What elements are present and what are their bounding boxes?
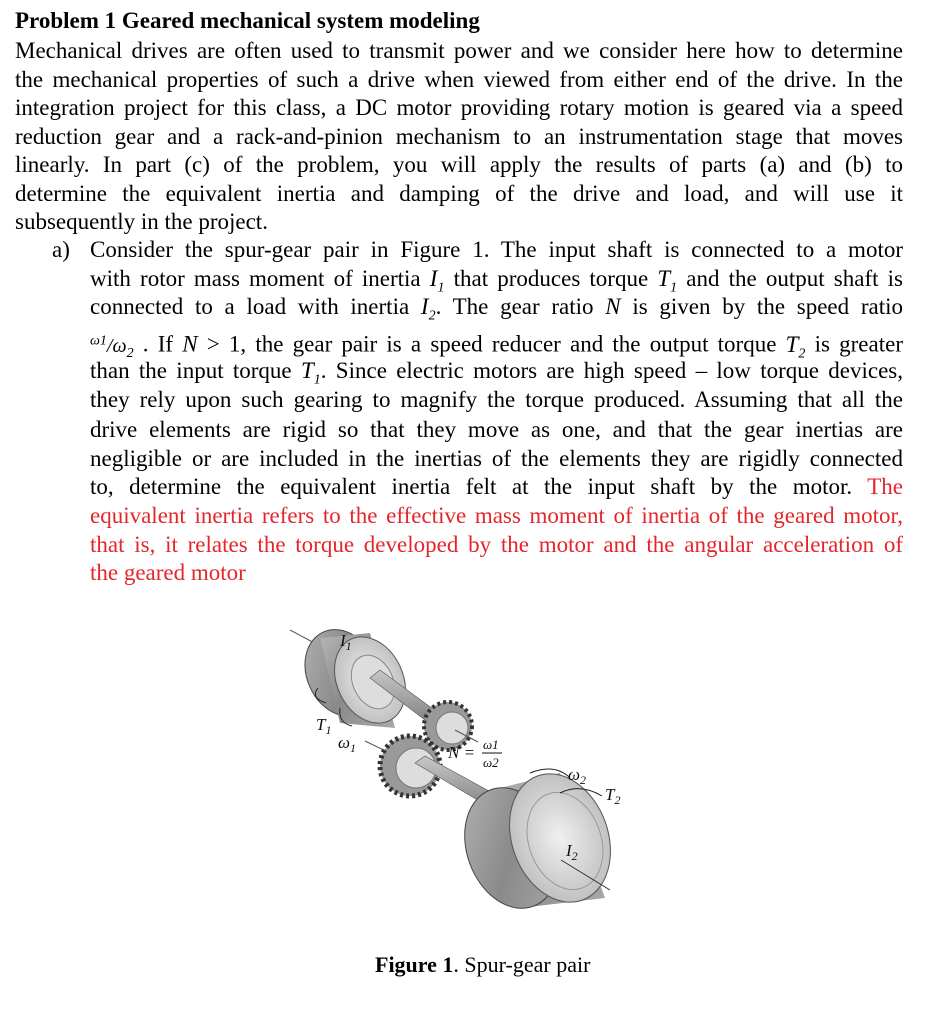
text-run: with rotor mass moment of inertia (90, 266, 430, 291)
text-run: they rely upon such gearing to magnify the torque produced. Assuming that all the (90, 387, 903, 412)
text-run: . The gear ratio (435, 294, 606, 319)
caption-label: Figure 1 (375, 952, 454, 977)
math-variable: $T_2$ (785, 331, 806, 362)
math-variable: N (605, 294, 621, 319)
math-variable: N (182, 331, 198, 357)
text-line (90, 473, 903, 501)
text-line (90, 236, 903, 264)
highlighted-text: that is, it relates the torque developed by the motor and the angular acceleration of (90, 532, 903, 557)
text-run: is greater (805, 331, 903, 357)
text-line (90, 357, 903, 388)
highlighted-text: equivalent inertia refers to the effective mass moment of inertia of the geared motor, (90, 503, 903, 528)
text-run: the mechanical properties of such a drive when viewed from either end of the drive. In the (15, 67, 903, 92)
text-run: . If (133, 331, 183, 357)
text-line (15, 94, 903, 122)
math-variable: $I_2$ (420, 294, 436, 324)
text-line (90, 531, 903, 559)
text-line (90, 327, 903, 362)
label-omega1: $\omega_1$ (338, 733, 357, 755)
text-run: integration project for this class, a DC motor providing rotary motion is geared via a speed (15, 95, 903, 120)
text-line (90, 445, 903, 473)
figure-caption (375, 951, 590, 979)
text-run: . Since electric motors are high speed – low torque devices, (320, 358, 903, 383)
problem-title: Problem 1 Geared mechanical system modeling (15, 8, 480, 33)
list-marker-a: a) (52, 237, 70, 262)
text-run: Mechanical drives are often used to transmit power and we consider here how to determine (15, 38, 903, 63)
math-variable: $T_1$ (657, 266, 678, 296)
speed-ratio-fraction: $^{\omega 1}/\omega_2$ (90, 333, 134, 361)
text-run: reduction gear and a rack-and-pinion mechanism to an instrumentation stage that moves (15, 124, 903, 149)
text-run: drive elements are rigid so that they move as one, and that the gear inertias are (90, 417, 903, 442)
text-run: to, determine the equivalent inertia felt at the input shaft by the motor. (90, 474, 868, 499)
text-run: Consider the spur-gear pair in Figure 1. The input shaft is connected to a motor (90, 237, 903, 262)
label-T1: $T_1$ (316, 715, 332, 737)
text-line (90, 559, 903, 587)
text-run: > 1, the gear pair is a speed reducer and the output torque (197, 331, 786, 357)
text-run: subsequently in the project. (15, 209, 268, 234)
text-run: negligible or are included in the inertias of the elements they are rigidly connected (90, 446, 903, 471)
text-line (90, 386, 903, 414)
label-gear-ratio: N = (448, 743, 476, 762)
text-line (90, 502, 903, 530)
text-run: than the input torque (90, 358, 301, 383)
math-variable: $I_1$ (429, 266, 445, 296)
text-run: connected to a load with inertia (90, 294, 421, 319)
text-run: and the output shaft is (677, 266, 904, 291)
label-omega2: $\omega_2$ (568, 765, 587, 787)
caption-text: . Spur-gear pair (453, 952, 591, 977)
text-run: linearly. In part (c) of the problem, you will apply the results of parts (a) and (b) to (15, 152, 903, 177)
text-line (15, 208, 903, 236)
text-line (15, 37, 903, 65)
text-line (90, 293, 903, 324)
highlighted-text: the geared motor (90, 560, 246, 585)
label-T2: $T_2$ (605, 785, 621, 807)
text-line (90, 416, 903, 444)
text-line (15, 123, 903, 151)
text-line (15, 180, 903, 208)
label-I2: $I_2$ (566, 841, 578, 863)
text-line (15, 151, 903, 179)
text-run: is given by the speed ratio (620, 294, 903, 319)
math-variable: $T_1$ (300, 358, 321, 388)
spur-gear-pair-figure (280, 608, 650, 938)
input-inertia-disk (290, 617, 419, 734)
highlighted-text: The (867, 474, 903, 499)
label-ratio-denominator: ω2 (483, 755, 499, 770)
text-line (90, 265, 904, 296)
label-ratio-numerator: ω1 (483, 737, 499, 752)
text-line (15, 66, 903, 94)
text-run: determine the equivalent inertia and damping of the drive and load, and will use it (15, 181, 903, 206)
label-I1: $I_1$ (340, 631, 352, 653)
text-run: that produces torque (444, 266, 658, 291)
